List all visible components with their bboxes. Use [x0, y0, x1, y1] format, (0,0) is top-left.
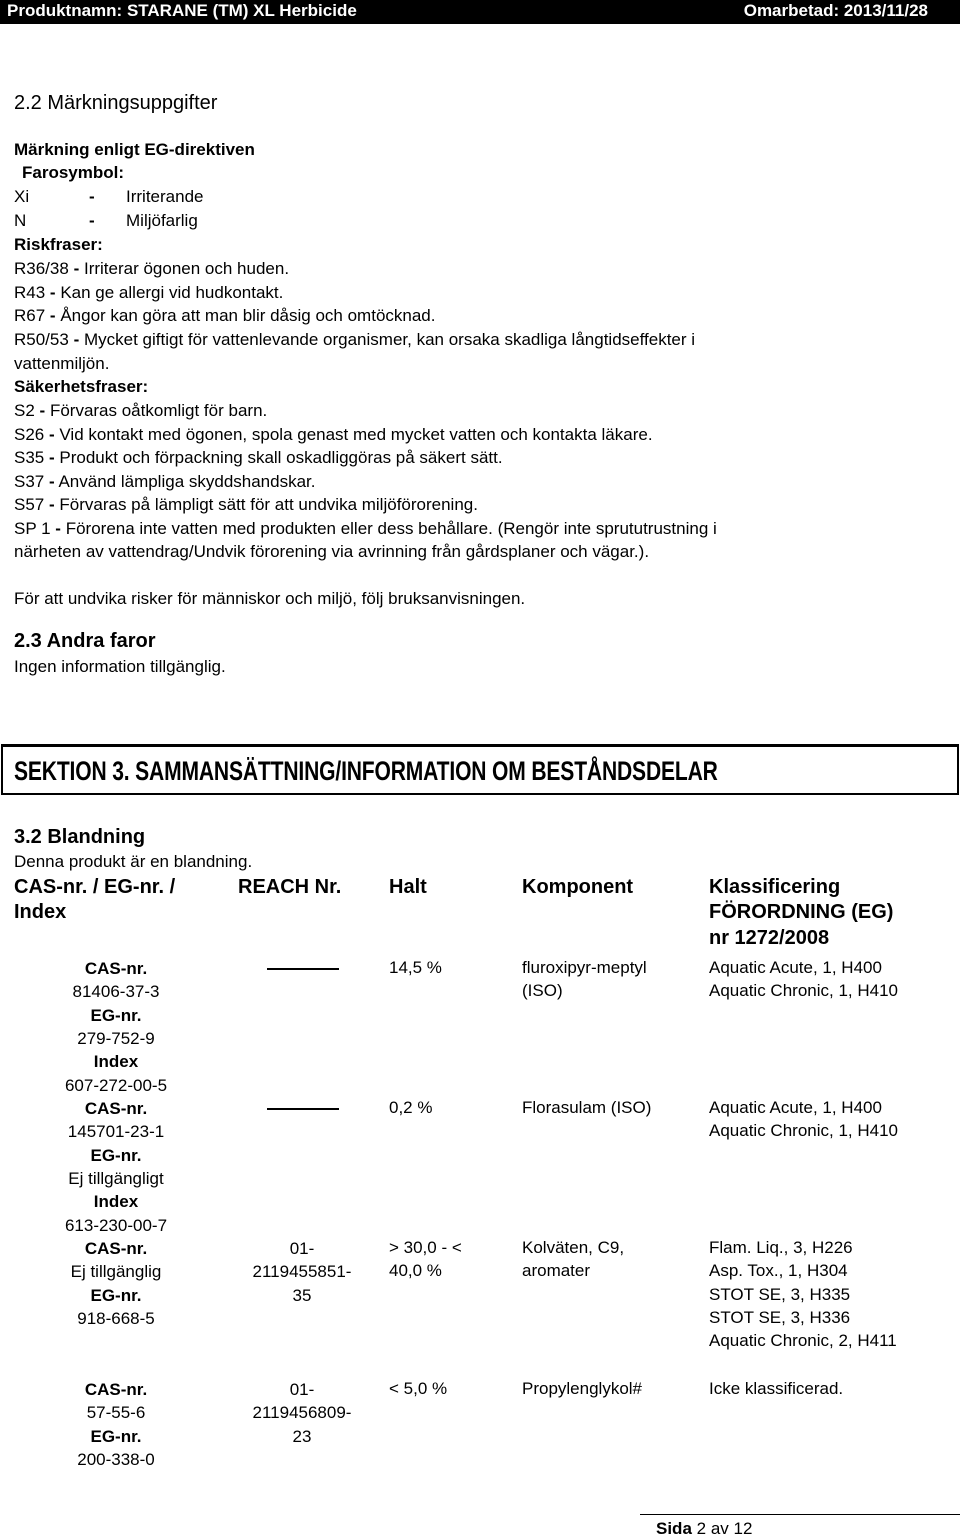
concentration: 40,0 % — [389, 1261, 442, 1281]
symbol-code: Xi — [14, 187, 30, 206]
col-header-reach: REACH Nr. — [238, 876, 342, 898]
risk-phrase: R67 - Ångor kan göra att man blir dåsig och omtöcknad. — [14, 306, 436, 325]
safety-phrase: SP 1 - Förorena inte vatten med produkten eller dess behållare. (Rengör inte sprututrustning i — [14, 519, 717, 538]
symbol-sep: - — [89, 211, 95, 230]
mixture-intro: Denna produkt är en blandning. — [14, 852, 253, 871]
identifier-label: CAS-nr. — [84, 959, 148, 978]
product-name: Produktnamn: STARANE (TM) XL Herbicide — [7, 1, 357, 20]
symbol-text: Miljöfarlig — [126, 211, 198, 230]
symbol-sep: - — [89, 187, 95, 206]
col-header-regulation: FÖRORDNING (EG) — [709, 901, 894, 923]
safety-phrase: S35 - Produkt och förpackning skall oskadliggöras på säkert sätt. — [14, 448, 503, 467]
risk-phrase: R36/38 - Irriterar ögonen och huden. — [14, 259, 290, 278]
classification: STOT SE, 3, H335 — [709, 1284, 851, 1304]
symbol-code: N — [14, 211, 27, 230]
component-name: (ISO) — [522, 981, 563, 1001]
risk-phrase-cont: vattenmiljön. — [14, 354, 110, 373]
identifier-value: 918-668-5 — [77, 1308, 155, 1328]
identifier-label: EG-nr. — [90, 1285, 142, 1305]
risk-phrase: R50/53 - Mycket giftigt för vattenlevande organismer, kan orsaka skadliga långtidseffekter i — [14, 330, 696, 349]
col-header-klassificering: Klassificering — [709, 876, 841, 898]
classification: Flam. Liq., 3, H226 — [709, 1238, 853, 1257]
col-header-halt: Halt — [389, 876, 427, 898]
identifier-label: EG-nr. — [90, 1005, 142, 1025]
identifier-value: 607-272-00-5 — [64, 1075, 168, 1095]
classification: Icke klassificerad. — [709, 1379, 844, 1398]
reach-number: 35 — [292, 1285, 312, 1305]
classification: STOT SE, 3, H336 — [709, 1307, 851, 1327]
revision-date: Omarbetad: 2013/11/28 — [743, 1, 928, 20]
component-name: Kolväten, C9, — [522, 1238, 625, 1257]
reach-number: 2119456809- — [252, 1403, 352, 1423]
reach-number: 01- — [289, 1380, 315, 1399]
page-number: 2 av 12 — [696, 1519, 753, 1538]
identifier-value: 279-752-9 — [77, 1028, 155, 1048]
col-header-regulation-nr: nr 1272/2008 — [709, 927, 830, 949]
identifier-label: CAS-nr. — [84, 1099, 148, 1118]
col-header-komponent: Komponent — [522, 876, 634, 898]
concentration: 0,2 % — [389, 1098, 433, 1117]
section-2-2-title: 2.2 Märkningsuppgifter — [14, 92, 218, 114]
col-header-cas: CAS-nr. / EG-nr. / — [14, 876, 176, 898]
identifier-value: 57-55-6 — [86, 1403, 146, 1423]
safety-phrase: S26 - Vid kontakt med ögonen, spola genast med mycket vatten och kontakta läkare. — [14, 425, 653, 444]
page-header — [0, 0, 960, 24]
component-name: Florasulam (ISO) — [522, 1098, 652, 1117]
identifier-label: EG-nr. — [90, 1426, 142, 1446]
identifier-value: 81406-37-3 — [72, 982, 160, 1002]
reach-not-applicable-dash — [267, 968, 339, 970]
concentration: < 5,0 % — [389, 1379, 448, 1398]
identifier-label: Index — [93, 1192, 139, 1212]
classification: Aquatic Acute, 1, H400 — [709, 1098, 882, 1117]
advice-text: För att undvika risker för människor och miljö, följ bruksanvisningen. — [14, 589, 526, 608]
col-header-index: Index — [14, 901, 67, 923]
identifier-value: 613-230-00-7 — [64, 1215, 168, 1235]
symbol-text: Irriterande — [126, 187, 204, 206]
safety-phrase-cont: närheten av vattendrag/Undvik förorening via avrinning från gårdsplaner och vägar.). — [14, 542, 650, 561]
classification: Aquatic Chronic, 1, H410 — [709, 1121, 898, 1141]
component-name: aromater — [522, 1261, 591, 1281]
section-2-3-text: Ingen information tillgänglig. — [14, 657, 226, 676]
identifier-value: 145701-23-1 — [67, 1122, 165, 1142]
labelling-heading: Märkning enligt EG-direktiven — [14, 140, 255, 159]
safety-phrase: S57 - Förvaras på lämpligt sätt för att undvika miljöförorening. — [14, 495, 478, 514]
section-2-3-title: 2.3 Andra faror — [14, 630, 156, 652]
identifier-value: Ej tillgängligt — [68, 1168, 164, 1188]
component-name: Propylenglykol# — [522, 1379, 643, 1398]
footer-rule — [640, 1514, 960, 1515]
safety-phrase: S2 - Förvaras oåtkomligt för barn. — [14, 401, 268, 420]
identifier-value: Ej tillgänglig — [70, 1262, 162, 1282]
identifier-value: 200-338-0 — [77, 1449, 155, 1469]
reach-not-applicable-dash — [267, 1108, 339, 1110]
page-footer — [656, 1519, 752, 1539]
reach-number: 01- — [289, 1239, 315, 1258]
identifier-label: Index — [93, 1052, 139, 1072]
reach-number: 2119455851- — [252, 1262, 352, 1282]
safety-phrase: S37 - Använd lämpliga skyddshandskar. — [14, 472, 316, 491]
risk-phrase: R43 - Kan ge allergi vid hudkontakt. — [14, 283, 284, 302]
classification: Asp. Tox., 1, H304 — [709, 1261, 848, 1281]
identifier-label: CAS-nr. — [84, 1380, 148, 1399]
section-3-2-title: 3.2 Blandning — [14, 826, 146, 848]
classification: Aquatic Chronic, 1, H410 — [709, 981, 898, 1001]
concentration: > 30,0 - < — [389, 1238, 462, 1257]
page-label: Sida — [656, 1519, 692, 1538]
risk-label: Riskfraser: — [14, 235, 103, 254]
concentration: 14,5 % — [389, 958, 442, 977]
component-name: fluroxipyr-meptyl — [522, 958, 647, 977]
safety-label: Säkerhetsfraser: — [14, 377, 149, 396]
classification: Aquatic Chronic, 2, H411 — [709, 1331, 897, 1351]
reach-number: 23 — [292, 1426, 312, 1446]
section-3-title: SEKTION 3. SAMMANSÄTTNING/INFORMATION OM BESTÅNDSDELAR — [14, 756, 718, 786]
identifier-label: EG-nr. — [90, 1145, 142, 1165]
identifier-label: CAS-nr. — [84, 1239, 148, 1258]
classification: Aquatic Acute, 1, H400 — [709, 958, 882, 977]
hazard-symbol-label: Farosymbol: — [22, 163, 125, 182]
